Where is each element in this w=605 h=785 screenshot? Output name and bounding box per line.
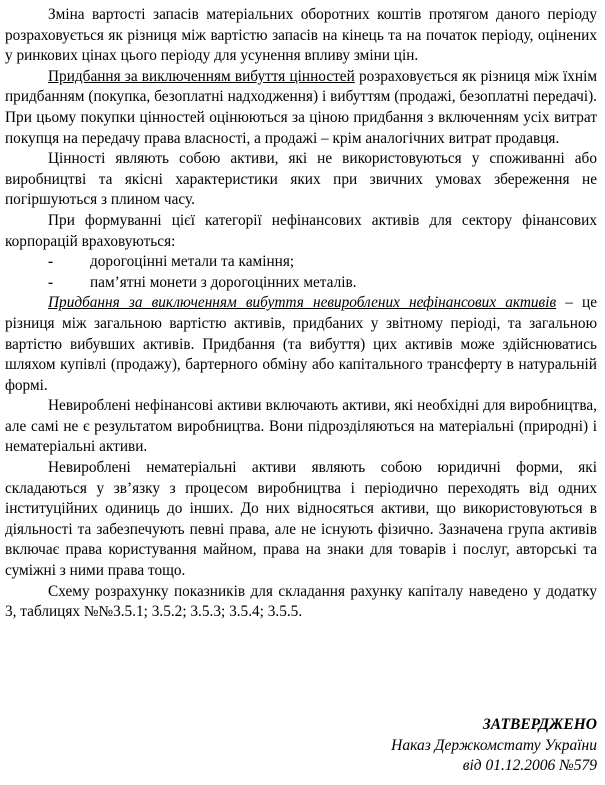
approval-block <box>391 715 597 777</box>
paragraph-nonproduced-acquisition <box>5 293 597 396</box>
term-valuables-acquisition: Придбання за виключенням вибуття цінностей <box>48 67 355 85</box>
approval-order: Наказ Держкомстату України <box>391 736 597 754</box>
paragraph-text: розраховується як різниця між їхнім придбанням (покупка, безоплатні надходження) і вибуттям (продажі, безоплатні передачі). При цьому покупки цінностей оцінюються за ціною придбання з включенням усіх витрат покупця на передачу права власності, а продажі – крім аналогічних витрат продавця. <box>5 67 598 147</box>
approval-date: від 01.12.2006 №579 <box>462 757 597 774</box>
paragraph-intangible-assets: Невироблені нематеріальні активи являють собою юридичні форми, які складаються у зв’язку з процесом виробництва і періодично переходять від одних інституційних одиниць до інших. До них відносяться активи, що використовуються в діяльності та забезпечують певні права, але не існують фізично. Зазначена група активів включає права користування майном, права на знаки для товарів і послуг, авторські та суміжні з ними права тощо. <box>5 459 597 580</box>
paragraph-inventory-change: Зміна вартості запасів матеріальних оборотних коштів протягом даного періоду розраховується як різниця між вартістю запасів на кінець та на початок періоду, оцінених у ринкових цінах цього періоду для усунення впливу зміни цін. <box>5 6 597 65</box>
paragraph-nonproduced-assets: Невироблені нефінансові активи включають активи, які необхідні для виробництва, але самі не є результатом виробництва. Вони підрозділяються на матеріальні (природні) і нематеріальні активи. <box>5 397 597 456</box>
dash-marker: - <box>48 273 54 291</box>
list-item: - дорогоцінні метали та каміння; <box>5 252 597 273</box>
paragraph-scheme-reference: Схему розрахунку показників для складання рахунку капіталу наведено у додатку 3, таблицях №№3.5.1; 3.5.2; 3.5.3; 3.5.4; 3.5.5. <box>5 582 597 621</box>
valuables-list <box>5 252 597 293</box>
list-item: - пам’ятні монети з дорогоцінних металів. <box>5 273 597 294</box>
term-nonproduced-acquisition: Придбання за виключенням вибуття невироблених нефінансових активів <box>48 294 557 312</box>
document-body <box>5 5 597 623</box>
dash-marker: - <box>48 253 54 271</box>
paragraph-valuables-acquisition <box>5 67 597 149</box>
paragraph-financial-corporations: При формуванні цієї категорії нефінансових активів для сектору фінансових корпорацій враховуються: <box>5 211 597 250</box>
paragraph-text: – це різниця між загальною вартістю активів, придбаних у звітному періоді, та загальною вартістю вибувших активів. Придбання (та вибуття) цих активів може здійснюватись шляхом купівлі (продажу), бартерного обміну або капітального трансферту в натуральній формі. <box>5 294 597 394</box>
approval-title: ЗАТВЕРДЖЕНО <box>482 716 597 733</box>
paragraph-valuables-definition: Цінності являють собою активи, які не використовуються у споживанні або виробництві та якісні характеристики яких при звичних умовах збереження не погіршуються з плином часу. <box>5 150 597 209</box>
